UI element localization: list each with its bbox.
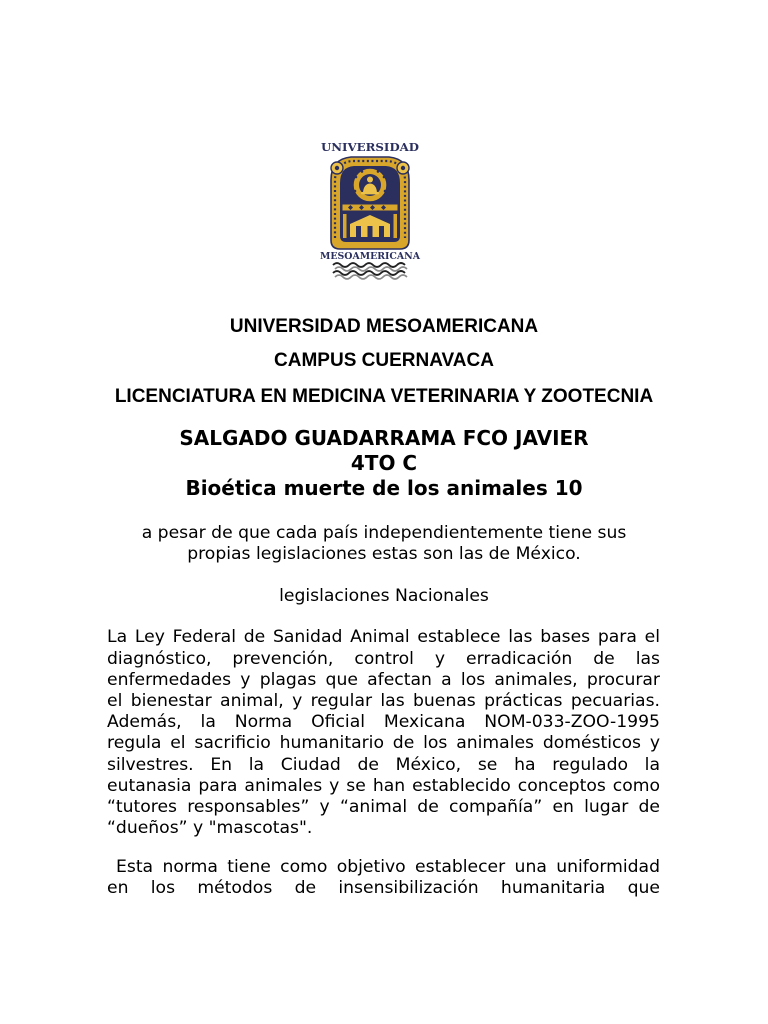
intro-line: propias legislaciones estas son las de México.	[187, 544, 581, 564]
paragraph-line: silvestres. En la Ciudad de México, se ha regulado la	[107, 754, 660, 775]
paragraph-line: diagnóstico, prevención, control y erradicación de las	[107, 648, 660, 669]
intro-line: a pesar de que cada país independientemente tiene sus	[141, 523, 627, 543]
intro-text	[0, 523, 768, 565]
assignment-title: Bioética muerte de los animales 10	[185, 476, 583, 500]
paragraph-line: enfermedades y plagas que afectan a los animales, procurar	[107, 669, 660, 690]
student-group: 4TO C	[350, 451, 418, 475]
paragraph-line: “dueños” y "mascotas".	[107, 818, 313, 839]
paragraph-line: Esta norma tiene como objetivo establecer una uniformidad	[116, 856, 660, 877]
section-heading: legislaciones Nacionales	[279, 586, 489, 606]
paragraph-ley-federal	[107, 627, 660, 839]
student-name: SALGADO GUADARRAMA FCO JAVIER	[179, 426, 589, 450]
paragraph-line: en los métodos de insensibilización humanitaria que	[107, 877, 660, 898]
logo-wave-ornament	[333, 263, 407, 279]
university-logo	[318, 138, 422, 280]
paragraph-line: el bienestar animal, y regular las buenas prácticas pecuarias.	[107, 691, 660, 711]
paragraph-line: “tutores responsables” y “animal de compañía” en lugar de	[107, 797, 660, 818]
logo-bottom-text: MESOAMERICANA	[320, 251, 421, 262]
paragraph-line: eutanasia para animales y se han establecido conceptos como	[107, 775, 660, 796]
paragraph-norma	[107, 857, 660, 899]
degree-program: LICENCIATURA EN MEDICINA VETERINARIA Y ZOOTECNIA	[114, 386, 654, 407]
paragraph-line: La Ley Federal de Sanidad Animal establece las bases para el	[107, 627, 660, 648]
university-seal-icon	[331, 157, 409, 249]
paragraph-line: Además, la Norma Oficial Mexicana NOM-033-ZOO-1995	[107, 712, 660, 733]
student-block	[0, 426, 768, 501]
paragraph-line: regula el sacrificio humanitario de los animales domésticos y	[107, 733, 660, 754]
university-name: UNIVERSIDAD MESOAMERICANA	[229, 316, 539, 337]
campus-name: CAMPUS CUERNAVACA	[274, 350, 494, 371]
logo-top-text: UNIVERSIDAD	[321, 141, 420, 154]
